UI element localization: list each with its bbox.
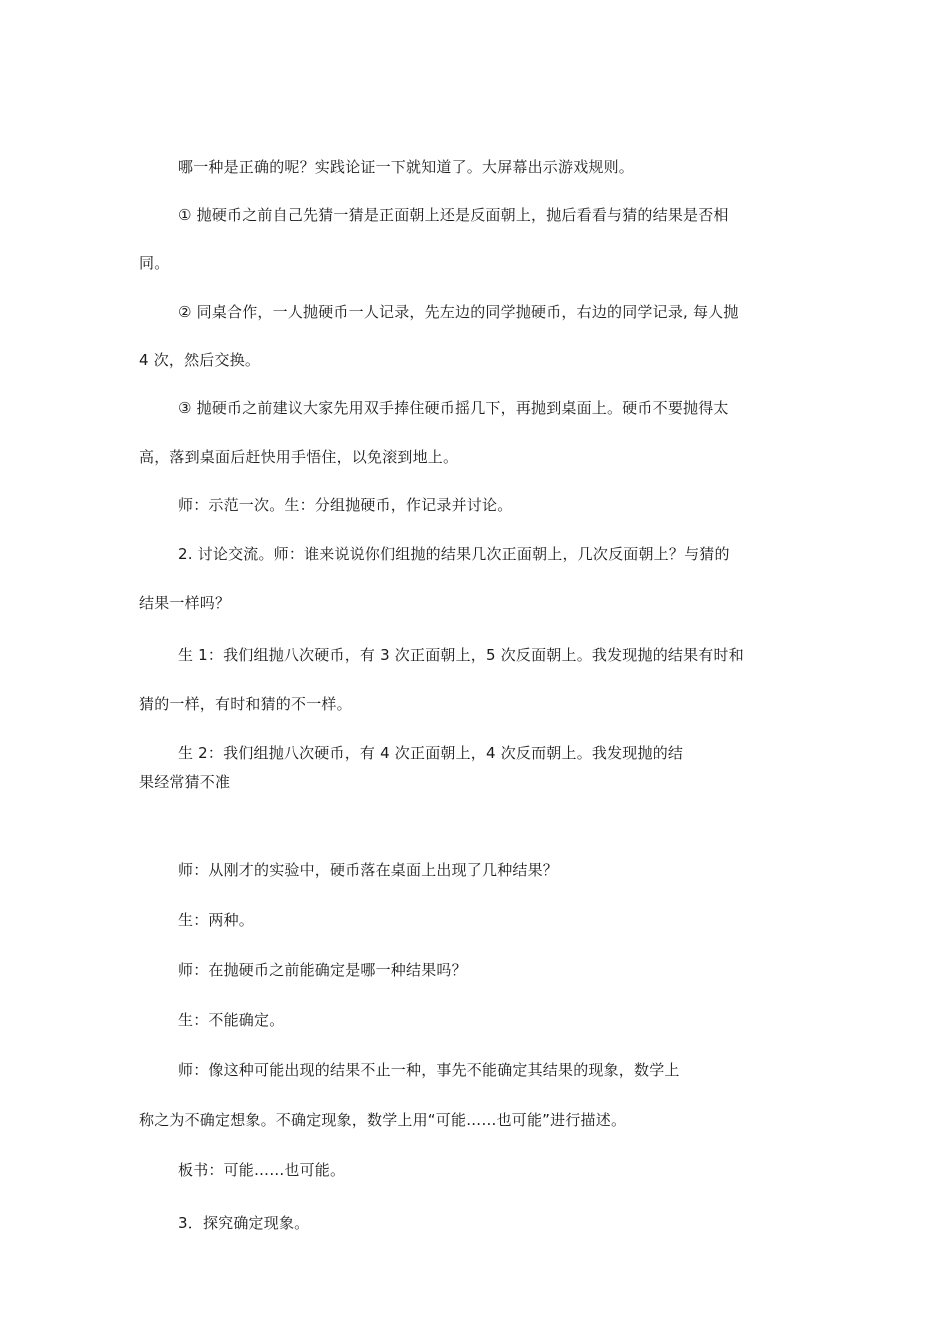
discussion-line-2: 结果一样吗？ xyxy=(139,594,231,612)
student-answer-1: 生：两种。 xyxy=(178,911,255,929)
student-1-line-2: 猜的一样，有时和猜的不一样。 xyxy=(139,695,352,713)
student-1-line-1: 生 1：我们组抛八次硬币，有 3 次正面朝上，5 次反面朝上。我发现抛的结果有时和 xyxy=(178,646,744,664)
paragraph-intro: 哪一种是正确的呢？实践论证一下就知道了。大屏幕出示游戏规则。 xyxy=(178,158,635,176)
teacher-explanation-line-2: 称之为不确定想象。不确定现象，数学上用“可能……也可能”进行描述。 xyxy=(139,1111,627,1129)
rule-3-line-1: ③ 抛硬币之前建议大家先用双手捧住硬币摇几下，再抛到桌面上。硬币不要抛得太 xyxy=(178,399,729,417)
rule-1-line-1: ① 抛硬币之前自己先猜一猜是正面朝上还是反面朝上，抛后看看与猜的结果是否相 xyxy=(178,206,729,224)
rule-2-line-2: 4 次，然后交换。 xyxy=(139,351,261,369)
section-heading-3: 3．探究确定现象。 xyxy=(178,1214,310,1232)
teacher-question-2: 师：在抛硬币之前能确定是哪一种结果吗？ xyxy=(178,961,467,979)
teacher-question-1: 师：从刚才的实验中，硬币落在桌面上出现了几种结果？ xyxy=(178,861,559,879)
discussion-line-1: 2. 讨论交流。师：谁来说说你们组抛的结果几次正面朝上，几次反面朝上？与猜的 xyxy=(178,545,730,563)
blackboard-note: 板书：可能……也可能。 xyxy=(178,1161,346,1179)
rule-1-line-2: 同。 xyxy=(139,254,170,272)
teacher-demo-line: 师：示范一次。生：分组抛硬币，作记录并讨论。 xyxy=(178,496,513,514)
student-answer-2: 生：不能确定。 xyxy=(178,1011,285,1029)
rule-2-line-1: ② 同桌合作，一人抛硬币一人记录，先左边的同学抛硬币，右边的同学记录, 每人抛 xyxy=(178,303,739,321)
rule-3-line-2: 高，落到桌面后赶快用手悟住，以免滚到地上。 xyxy=(139,448,459,466)
student-2-line-2: 果经常猜不准 xyxy=(139,773,231,791)
teacher-explanation-line-1: 师：像这种可能出现的结果不止一种，事先不能确定其结果的现象，数学上 xyxy=(178,1061,680,1079)
student-2-line-1: 生 2：我们组抛八次硬币，有 4 次正面朝上，4 次反而朝上。我发现抛的结 xyxy=(178,744,684,762)
